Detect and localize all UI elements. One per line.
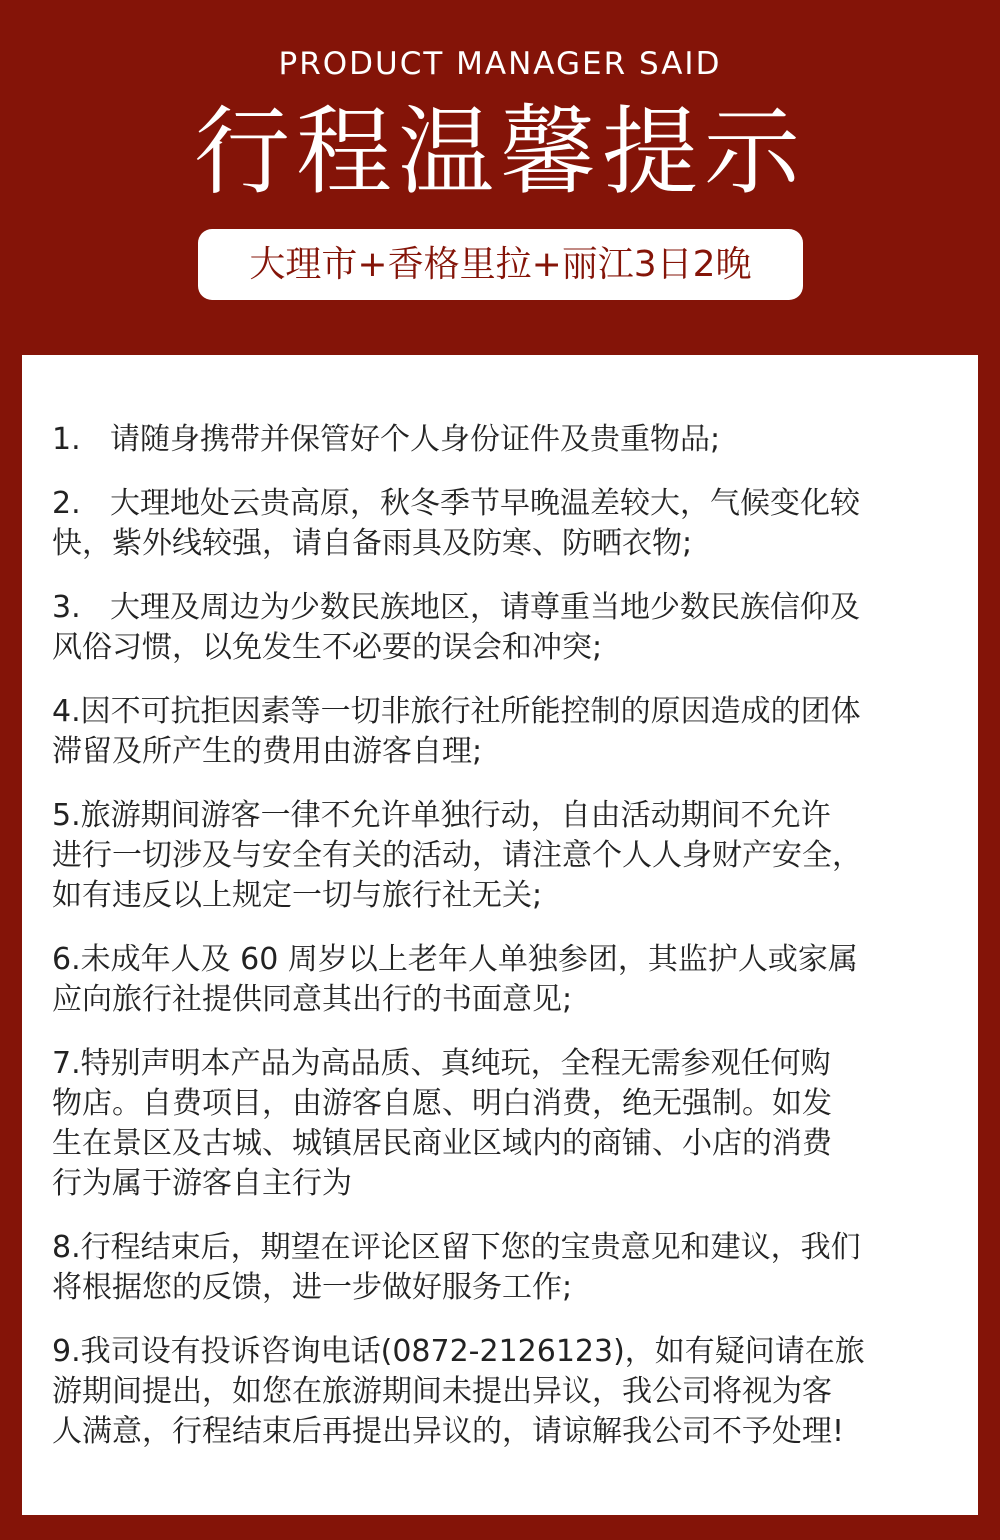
line-text: 游期间提出，如您在旅游期间未提出异议，我公司将视为客 [52,1374,832,1409]
notice-item [52,1044,957,1204]
subtitle-english: PRODUCT MANAGER SAID [278,46,722,82]
notice-item [52,588,957,668]
notice-item [52,1332,957,1452]
notice-line [52,420,957,460]
line-text: 滞留及所产生的费用由游客自理; [52,734,483,769]
notice-line [52,1164,957,1204]
line-text: 9.我司设有投诉咨询电话(0872-2126123)，如有疑问请在旅 [52,1334,865,1369]
notice-item [52,420,957,460]
notice-line [52,876,957,916]
notice-line [52,1332,957,1372]
notice-line [52,1124,957,1164]
notice-item [52,1228,957,1308]
notice-line [52,836,957,876]
line-text: 进行一切涉及与安全有关的活动，请注意个人人身财产安全， [52,838,862,873]
notice-item [52,484,957,564]
notice-line [52,1084,957,1124]
notice-line [52,732,957,772]
notice-line [52,628,957,668]
line-text: 8.行程结束后，期望在评论区留下您的宝贵意见和建议，我们 [52,1230,861,1265]
notice-line [52,1228,957,1268]
notice-line [52,588,957,628]
page-title: 行程温馨提示 [194,96,806,208]
line-text: 风俗习惯，以免发生不必要的误会和冲突; [52,630,603,665]
notice-line [52,1412,957,1452]
notice-line [52,940,957,980]
notice-item [52,940,957,1020]
notice-item [52,692,957,772]
line-text: 4.因不可抗拒因素等一切非旅行社所能控制的原因造成的团体 [52,694,861,729]
line-text: 快，紫外线较强，请自备雨具及防寒、防晒衣物; [52,526,693,561]
line-text: 行为属于游客自主行为 [52,1166,352,1201]
notice-list [52,420,957,1476]
notice-line [52,1044,957,1084]
notice-line [52,1268,957,1308]
notice-line [52,980,957,1020]
line-text: 5.旅游期间游客一律不允许单独行动，自由活动期间不允许 [52,798,831,833]
line-text: 生在景区及古城、城镇居民商业区域内的商铺、小店的消费 [52,1126,832,1161]
item-number: 2. [52,486,81,521]
line-text: 大理及周边为少数民族地区，请尊重当地少数民族信仰及 [110,590,860,625]
item-number: 1. [52,422,81,457]
item-number: 3. [52,590,81,625]
line-text: 如有违反以上规定一切与旅行社无关; [52,878,543,913]
line-text: 7.特别声明本产品为高品质、真纯玩，全程无需参观任何购 [52,1046,831,1081]
line-text: 应向旅行社提供同意其出行的书面意见; [52,982,573,1017]
line-text: 6.未成年人及 60 周岁以上老年人单独参团，其监护人或家属 [52,942,858,977]
notice-line [52,484,957,524]
notice-line [52,796,957,836]
line-text: 将根据您的反馈，进一步做好服务工作; [52,1270,573,1305]
notice-line [52,1372,957,1412]
route-badge: 大理市+香格里拉+丽江3日2晚 [198,229,803,300]
line-text: 大理地处云贵高原，秋冬季节早晚温差较大，气候变化较 [110,486,860,521]
line-text: 请随身携带并保管好个人身份证件及贵重物品; [110,422,721,457]
line-text: 人满意，行程结束后再提出异议的，请谅解我公司不予处理! [52,1414,845,1449]
notice-line [52,524,957,564]
notice-panel [22,355,978,1515]
line-text: 物店。自费项目，由游客自愿、明白消费，绝无强制。如发 [52,1086,832,1121]
notice-line [52,692,957,732]
notice-item [52,796,957,916]
